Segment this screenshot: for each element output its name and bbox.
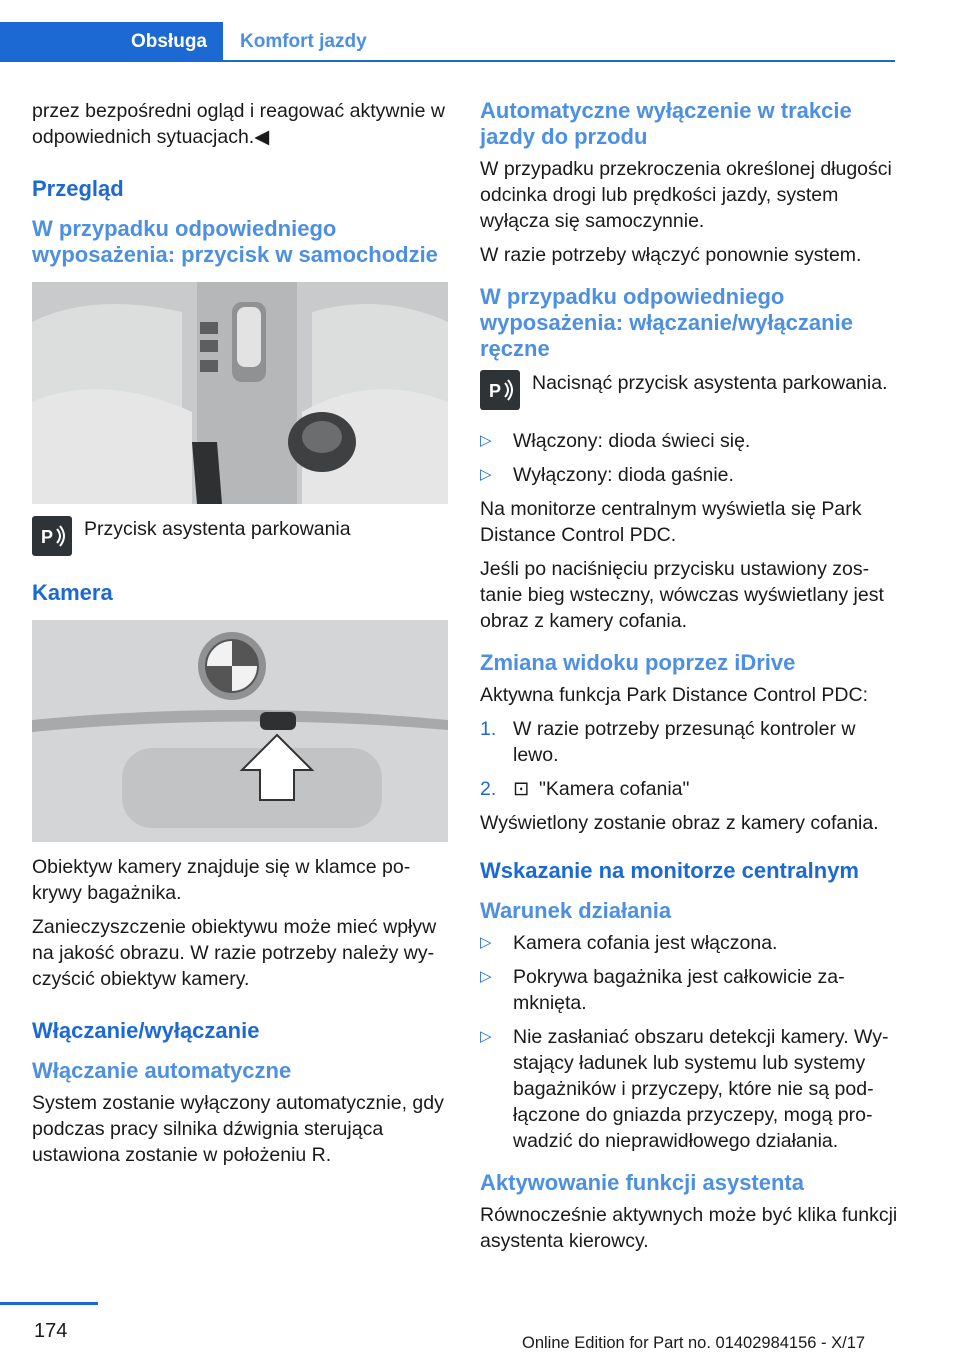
heading-przeglad: Przegląd [32,176,124,201]
heading-kamera: Kamera [32,580,113,605]
footer-rule [0,1302,98,1305]
list-item: ▷ Wyłączony: dioda gaśnie. [480,464,734,486]
heading-onoff: Włączanie/wyłączanie [32,1018,260,1043]
heading-idrive: Zmiana widoku poprzez iDrive [480,650,796,675]
left-column [32,98,452,1176]
activate-paragraph: Równocześnie aktywnych może być klika funkcji asystenta kierowcy. [480,1204,898,1252]
camera-paragraph-1: Obiektyw kamery znajduje się w klamce pokrywy bagażnika. [32,856,411,904]
manual-paragraph-1: Na monitorze centralnym wyświetla się Park Distance Control PDC. [480,498,862,546]
auto-paragraph: System zostanie wyłączony automatycznie, gdy podczas pracy silnika dźwignia sterująca ustawiona zostanie w położeniu R. [32,1092,444,1166]
svg-text:P: P [489,381,502,401]
autooff-paragraph-2: W razie potrzeby włączyć ponownie system. [480,244,862,266]
park-assist-icon [32,516,72,556]
intro-paragraph: przez bezpośredni ogląd i reagować aktywnie w odpowiednich sytuacjach.◀ [32,100,445,148]
heading-display: Wskazanie na monitorze centralnym [480,858,859,883]
footer-edition: Online Edition for Part no. 01402984156 - X/17 [522,1334,866,1352]
heading-auto: Włączanie automatyczne [32,1058,292,1083]
heading-condition: Warunek działania [480,898,672,923]
list-item: ▷ Nie zasłaniać obszaru detekcji kamery. Wystający ładunek lub systemu lub systemy bagażników i przyczepy, które nie są podłączone do gniazda przyczepy, mogą prowadzić do nieprawidłowego działania. [480,1026,889,1152]
manual-paragraph-2: Jeśli po naciśnięciu przycisku ustawiony zostanie bieg wsteczny, wówczas wyświetlany jest obraz z kamery cofania. [480,558,884,632]
heading-autooff: Automatyczne wyłączenie w trakcie jazdy do przodu [480,98,852,149]
svg-text:P: P [41,527,54,547]
triangle-bullet-icon: ▷ [480,466,492,483]
tab-obsluga[interactable]: Obsługa [0,22,223,62]
autooff-paragraph-1: W przypadku przekroczenia określonej długości odcinka drogi lub prędkości jazdy, system wyłącza się samoczynnie. [480,158,892,232]
idrive-paragraph: Aktywna funkcja Park Distance Control PDC: [480,684,868,706]
list-item: ▷ Pokrywa bagażnika jest całkowicie zamknięta. [480,966,845,1014]
center-console-image [32,282,448,504]
camera-paragraph-2: Zanieczyszczenie obiektywu może mieć wpływ na jakość obrazu. W razie potrzeby należy wyczyścić obiektyw kamery. [32,916,437,990]
icon-caption-row [32,516,452,556]
header-rule [223,60,895,62]
heading-manual: W przypadku odpowiedniego wyposażenia: włączanie/wyłączanie ręczne [480,284,853,361]
tab-komfort-jazdy[interactable]: Komfort jazdy [240,31,367,52]
manual-list [480,428,900,488]
manual-icon-row [480,370,900,410]
right-column [480,98,900,1262]
heading-activate: Aktywowanie funkcji asystenta [480,1170,804,1195]
triangle-bullet-icon: ▷ [480,934,492,951]
triangle-bullet-icon: ▷ [480,968,492,985]
condition-list [480,930,900,1154]
icon-caption: Przycisk asystenta parkowania [84,518,351,540]
idrive-steps [480,716,900,802]
list-item: 1. W razie potrzeby przesunąć kontroler w lewo. [480,718,856,766]
idrive-paragraph-2: Wyświetlony zostanie obraz z kamery cofania. [480,812,879,834]
manual-icon-text: Nacisnąć przycisk asystenta parkowania. [532,372,888,394]
camera-view-icon: ⊡ [513,778,530,800]
triangle-bullet-icon: ▷ [480,1028,492,1045]
list-item: 2. ⊡ "Kamera cofania" [480,778,690,800]
list-item: ▷ Włączony: dioda świeci się. [480,430,751,452]
camera-image [32,620,448,842]
page-number: 174 [34,1320,68,1342]
triangle-bullet-icon: ▷ [480,432,492,449]
heading-button: W przypadku odpowiedniego wyposażenia: przycisk w samochodzie [32,216,438,267]
list-item: ▷ Kamera cofania jest włączona. [480,932,778,954]
park-assist-icon [480,370,520,410]
header-tabs [0,22,895,62]
